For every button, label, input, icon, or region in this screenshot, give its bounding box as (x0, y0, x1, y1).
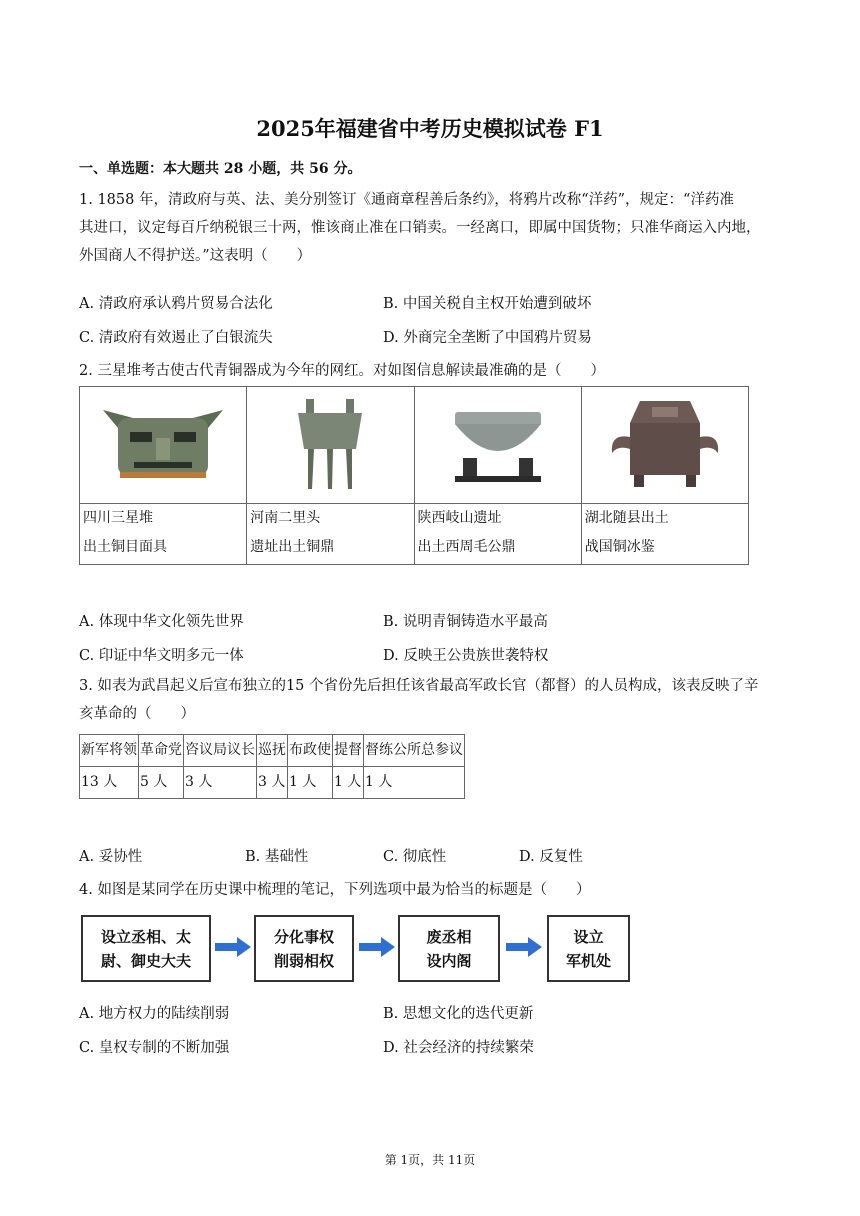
q3-option-a[interactable]: A. 妥协性 (79, 849, 143, 865)
table-cell: 1 人 (288, 767, 333, 799)
caption-line: 湖北随县出土 (584, 510, 669, 526)
relic-caption (247, 504, 414, 565)
relic-caption (414, 504, 581, 565)
flow-step-4 (547, 915, 630, 982)
q1-option-a[interactable]: A. 清政府承认鸦片贸易合法化 (79, 296, 273, 312)
stem-line: 3. 如表为武昌起义后宣布独立的15 个省份先后担任该省最高军政长官（都督）的人员构成，该表反映了辛 (79, 678, 759, 694)
page-title: 2025年福建省中考历史模拟试卷 F1 (256, 116, 604, 141)
q1-option-c[interactable]: C. 清政府有效遏止了白银流失 (79, 330, 273, 346)
caption-line: 战国铜冰鉴 (584, 539, 655, 555)
flow-line: 军机处 (565, 951, 611, 970)
relic-caption (80, 504, 247, 565)
table-header-row (80, 735, 465, 767)
q4-option-b[interactable]: B. 思想文化的迭代更新 (383, 1006, 534, 1022)
question-1-stem (79, 186, 779, 270)
page-footer: 第 1页，共 11页 (384, 1153, 476, 1167)
flow-line: 设立 (573, 927, 604, 946)
q1-option-b[interactable]: B. 中国关税自主权开始遭到破坏 (383, 296, 592, 312)
table-cell: 3 人 (257, 767, 288, 799)
flow-line: 设内阁 (426, 951, 472, 970)
bronze-maogong-ding-icon (443, 398, 553, 488)
q2-option-d[interactable]: D. 反映王公贵族世袭特权 (383, 648, 549, 664)
arrow-right-icon (213, 936, 253, 958)
flow-step-3 (398, 915, 500, 982)
flow-line: 废丞相 (426, 927, 472, 946)
table-header: 新军将领 (80, 735, 139, 767)
relic-image-cell (80, 387, 247, 504)
relic-image-cell (581, 387, 748, 504)
governors-table (79, 734, 465, 799)
stem-line: 外国商人不得护送。”这表明（ ） (79, 248, 312, 264)
q3-option-c[interactable]: C. 彻底性 (383, 849, 447, 865)
table-cell: 5 人 (139, 767, 184, 799)
table-cell: 3 人 (184, 767, 257, 799)
q2-option-b[interactable]: B. 说明青铜铸造水平最高 (383, 614, 548, 630)
q1-option-d[interactable]: D. 外商完全垄断了中国鸦片贸易 (383, 330, 592, 346)
q3-option-d[interactable]: D. 反复性 (519, 849, 583, 865)
q2-option-c[interactable]: C. 印证中华文明多元一体 (79, 648, 244, 664)
flow-step-2 (254, 915, 354, 982)
relics-table (79, 386, 749, 565)
caption-line: 河南二里头 (250, 510, 321, 526)
stem-line: 其进口，议定每百斤纳税银三十两，惟该商止准在口销卖。一经离口，即属中国货物；只准华商运入内地， (79, 220, 761, 236)
relic-image-cell (247, 387, 414, 504)
section-heading: 一、单选题：本大题共 28 小题，共 56 分。 (79, 161, 362, 177)
bronze-ice-jian-icon (600, 393, 730, 493)
q4-option-d[interactable]: D. 社会经济的持续繁荣 (383, 1040, 534, 1056)
q2-option-a[interactable]: A. 体现中华文化领先世界 (79, 614, 244, 630)
stem-line: 1. 1858 年，清政府与英、法、美分别签订《通商章程善后条约》，将鸦片改称“洋药”，规定：“洋药准 (79, 192, 734, 208)
table-header: 革命党 (139, 735, 184, 767)
flow-line: 设立丞相、太 (100, 927, 191, 946)
q4-option-c[interactable]: C. 皇权专制的不断加强 (79, 1040, 230, 1056)
question-4-stem: 4. 如图是某同学在历史课中梳理的笔记，下列选项中最为恰当的标题是（ ） (79, 882, 591, 898)
flow-step-1 (81, 915, 211, 982)
stem-line: 亥革命的（ ） (79, 706, 195, 722)
bronze-ding-icon (280, 393, 380, 493)
caption-line: 出土铜目面具 (83, 539, 167, 555)
question-3-stem (79, 672, 779, 728)
arrow-right-icon (357, 936, 397, 958)
table-cell: 1 人 (333, 767, 364, 799)
caption-line: 四川三星堆 (83, 510, 153, 526)
relic-caption (581, 504, 748, 565)
arrow-right-icon (504, 936, 544, 958)
table-row (80, 767, 465, 799)
table-header: 督练公所总参议 (364, 735, 465, 767)
q4-option-a[interactable]: A. 地方权力的陆续削弱 (79, 1006, 230, 1022)
caption-line: 遗址出土铜鼎 (250, 539, 335, 555)
table-header: 提督 (333, 735, 364, 767)
bronze-mask-icon (98, 398, 228, 488)
table-header: 布政使 (288, 735, 333, 767)
caption-line: 出土西周毛公鼎 (417, 539, 516, 555)
relic-image-cell (414, 387, 581, 504)
q3-option-b[interactable]: B. 基础性 (245, 849, 309, 865)
caption-line: 陕西岐山遗址 (417, 510, 502, 526)
table-cell: 13 人 (80, 767, 139, 799)
question-2-stem: 2. 三星堆考古使古代青铜器成为今年的网红。对如图信息解读最准确的是（ ） (79, 363, 605, 379)
table-cell: 1 人 (364, 767, 465, 799)
flow-line: 分化事权 (273, 927, 334, 946)
table-header: 巡抚 (257, 735, 288, 767)
flow-line: 削弱相权 (273, 951, 334, 970)
flow-line: 尉、御史大夫 (100, 951, 191, 970)
table-header: 咨议局议长 (184, 735, 257, 767)
